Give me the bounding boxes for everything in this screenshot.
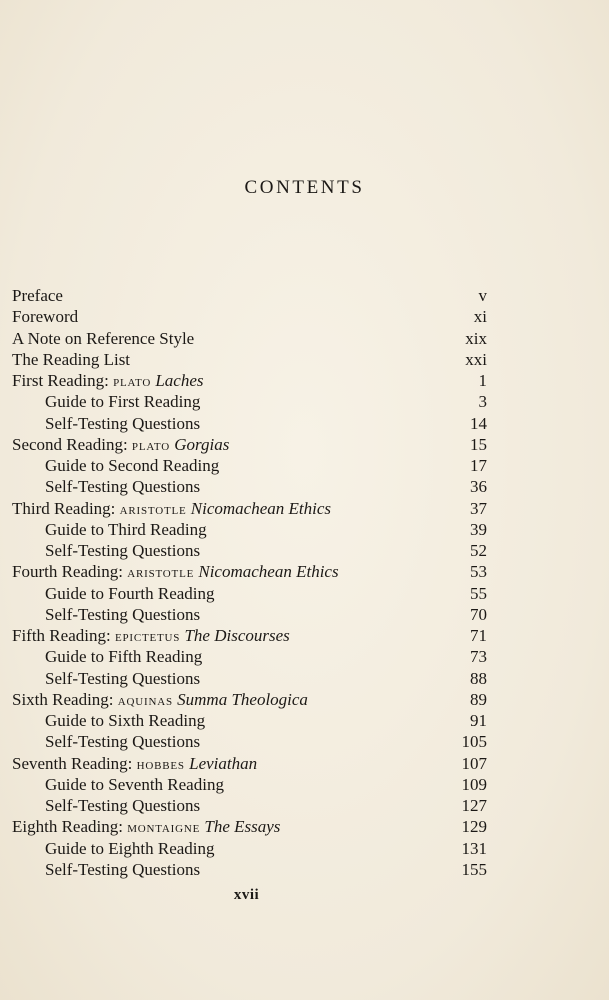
toc-entry <box>12 816 487 837</box>
toc-entry-label <box>12 753 257 775</box>
toc-entry-label <box>12 519 207 540</box>
toc-entry-work: Nicomachean Ethics <box>190 498 332 518</box>
table-of-contents <box>12 285 487 880</box>
toc-subentry <box>12 476 487 497</box>
toc-entry-label <box>12 859 200 880</box>
toc-entry-label <box>12 434 229 456</box>
toc-entry-title: Guide to Seventh Reading <box>45 774 224 794</box>
toc-entry-label <box>12 795 200 816</box>
toc-page-number: xxi <box>465 349 487 369</box>
toc-subentry <box>12 519 487 540</box>
toc-subentry <box>12 710 487 731</box>
toc-page-number: 88 <box>470 668 487 688</box>
toc-page-number: 129 <box>461 817 487 837</box>
toc-page-number: 15 <box>470 434 487 454</box>
toc-entry-title: Second Reading: <box>12 434 128 454</box>
toc-page-number: 53 <box>470 562 487 582</box>
toc-entry-label <box>12 285 63 306</box>
toc-entry-label <box>12 816 280 838</box>
toc-entry-title: Guide to Third Reading <box>45 519 207 539</box>
toc-entry-label <box>12 646 202 667</box>
toc-entry-title: Preface <box>12 286 63 305</box>
toc-entry-work: Nicomachean Ethics <box>198 562 339 582</box>
toc-subentry <box>12 838 487 859</box>
toc-entry-title: Self-Testing Questions <box>45 668 201 688</box>
toc-entry-label <box>12 625 290 647</box>
toc-subentry <box>12 540 487 561</box>
toc-entry <box>12 498 487 519</box>
toc-page-number: 109 <box>461 774 487 794</box>
toc-entry <box>12 689 487 710</box>
toc-page-number: 107 <box>461 753 487 773</box>
toc-entry-title: Seventh Reading: <box>12 753 133 773</box>
toc-entry-work: Laches <box>155 371 204 390</box>
toc-entry <box>12 285 487 306</box>
toc-entry-work: Leviathan <box>189 753 258 773</box>
toc-entry-author: montaigne <box>127 819 201 837</box>
toc-page-number: 52 <box>470 541 487 560</box>
toc-page-number: 1 <box>478 371 487 390</box>
toc-entry-title: Self-Testing Questions <box>45 477 201 497</box>
toc-entry <box>12 625 487 646</box>
toc-entry <box>12 349 487 370</box>
toc-page-number: xi <box>473 307 487 327</box>
toc-entry-label <box>12 774 224 795</box>
toc-page-number: 39 <box>470 519 487 539</box>
toc-subentry <box>12 391 487 412</box>
toc-entry-label <box>12 561 339 583</box>
toc-entry-label <box>12 838 215 859</box>
toc-entry-author: aristotle <box>119 500 187 518</box>
toc-entry-label <box>12 476 200 497</box>
toc-entry-label <box>12 604 200 625</box>
toc-page-number: 131 <box>461 838 487 858</box>
toc-page-number: 37 <box>470 498 487 518</box>
toc-page-number: 14 <box>470 413 487 433</box>
toc-entry-title: Self-Testing Questions <box>45 732 201 752</box>
toc-entry-title: First Reading: <box>12 371 109 390</box>
toc-page-number: 3 <box>478 392 487 412</box>
toc-entry <box>12 753 487 774</box>
page-title: CONTENTS <box>244 177 365 198</box>
toc-entry <box>12 434 487 455</box>
toc-entry-title: Guide to Sixth Reading <box>45 711 206 730</box>
toc-entry-author: plato <box>131 436 170 454</box>
toc-entry-work: Gorgias <box>174 434 230 454</box>
toc-entry-label <box>12 328 194 349</box>
toc-entry-title: The Reading List <box>12 349 131 369</box>
toc-entry-label <box>12 455 219 476</box>
toc-entry-author: aquinas <box>117 691 173 709</box>
toc-entry-author: plato <box>113 373 152 390</box>
toc-entry-label <box>12 710 205 731</box>
toc-entry-title: Guide to Second Reading <box>45 456 220 475</box>
toc-page-number: 70 <box>470 604 487 624</box>
toc-entry <box>12 306 487 327</box>
toc-entry-work: The Discourses <box>184 626 290 645</box>
toc-entry-label <box>12 668 200 689</box>
toc-page-number: 155 <box>461 859 487 879</box>
toc-subentry <box>12 583 487 604</box>
toc-subentry <box>12 413 487 434</box>
toc-page-number: 17 <box>470 456 487 475</box>
toc-entry <box>12 328 487 349</box>
toc-entry-title: Guide to First Reading <box>45 392 201 412</box>
toc-entry-label <box>12 540 200 561</box>
toc-entry-label <box>12 413 200 434</box>
toc-entry-label <box>12 306 78 327</box>
toc-entry-title: Self-Testing Questions <box>45 796 201 815</box>
toc-subentry <box>12 604 487 625</box>
toc-page-number: 73 <box>470 647 487 667</box>
toc-entry <box>12 370 487 391</box>
toc-page-number: 89 <box>470 689 487 709</box>
toc-entry-title: Eighth Reading: <box>12 817 123 837</box>
toc-subentry <box>12 795 487 816</box>
toc-entry-label <box>12 391 200 412</box>
toc-entry-work: Summa Theologica <box>177 689 308 709</box>
page-folio: xvii <box>233 887 260 903</box>
toc-subentry <box>12 668 487 689</box>
toc-subentry <box>12 774 487 795</box>
toc-entry-title: Third Reading: <box>12 498 116 518</box>
toc-page-number: 55 <box>470 583 487 603</box>
toc-entry-title: Guide to Fourth Reading <box>45 583 215 603</box>
toc-page-number: v <box>478 286 487 305</box>
toc-entry-label <box>12 689 308 711</box>
toc-entry-work: The Essays <box>204 817 281 837</box>
toc-entry-title: Fourth Reading: <box>12 562 123 582</box>
toc-subentry <box>12 731 487 752</box>
toc-page-number: xix <box>465 328 487 348</box>
toc-entry-label <box>12 731 200 752</box>
toc-entry-label <box>12 583 215 604</box>
toc-entry-title: Self-Testing Questions <box>45 541 201 560</box>
toc-page-number: 127 <box>461 796 487 815</box>
toc-page-number: 71 <box>470 626 487 645</box>
toc-entry-author: epictetus <box>114 628 181 645</box>
toc-subentry <box>12 646 487 667</box>
toc-entry-title: Foreword <box>12 307 79 327</box>
toc-page-number: 91 <box>470 711 487 730</box>
toc-entry-title: Self-Testing Questions <box>45 859 201 879</box>
toc-subentry <box>12 859 487 880</box>
toc-entry-title: Sixth Reading: <box>12 689 114 709</box>
toc-entry-title: Guide to Fifth Reading <box>45 647 203 667</box>
toc-subentry <box>12 455 487 476</box>
toc-page-number: 36 <box>470 477 487 497</box>
toc-entry-title: Guide to Eighth Reading <box>45 838 215 858</box>
toc-entry-label <box>12 370 204 392</box>
toc-entry-author: aristotle <box>127 564 195 582</box>
toc-entry-author: hobbes <box>136 755 185 773</box>
toc-entry-title: Self-Testing Questions <box>45 604 201 624</box>
toc-entry-title: A Note on Reference Style <box>12 328 195 348</box>
toc-entry-label <box>12 498 331 520</box>
toc-page-number: 105 <box>461 732 487 752</box>
toc-entry-title: Fifth Reading: <box>12 626 111 645</box>
toc-entry-label <box>12 349 130 370</box>
toc-entry-title: Self-Testing Questions <box>45 413 201 433</box>
toc-entry <box>12 561 487 582</box>
